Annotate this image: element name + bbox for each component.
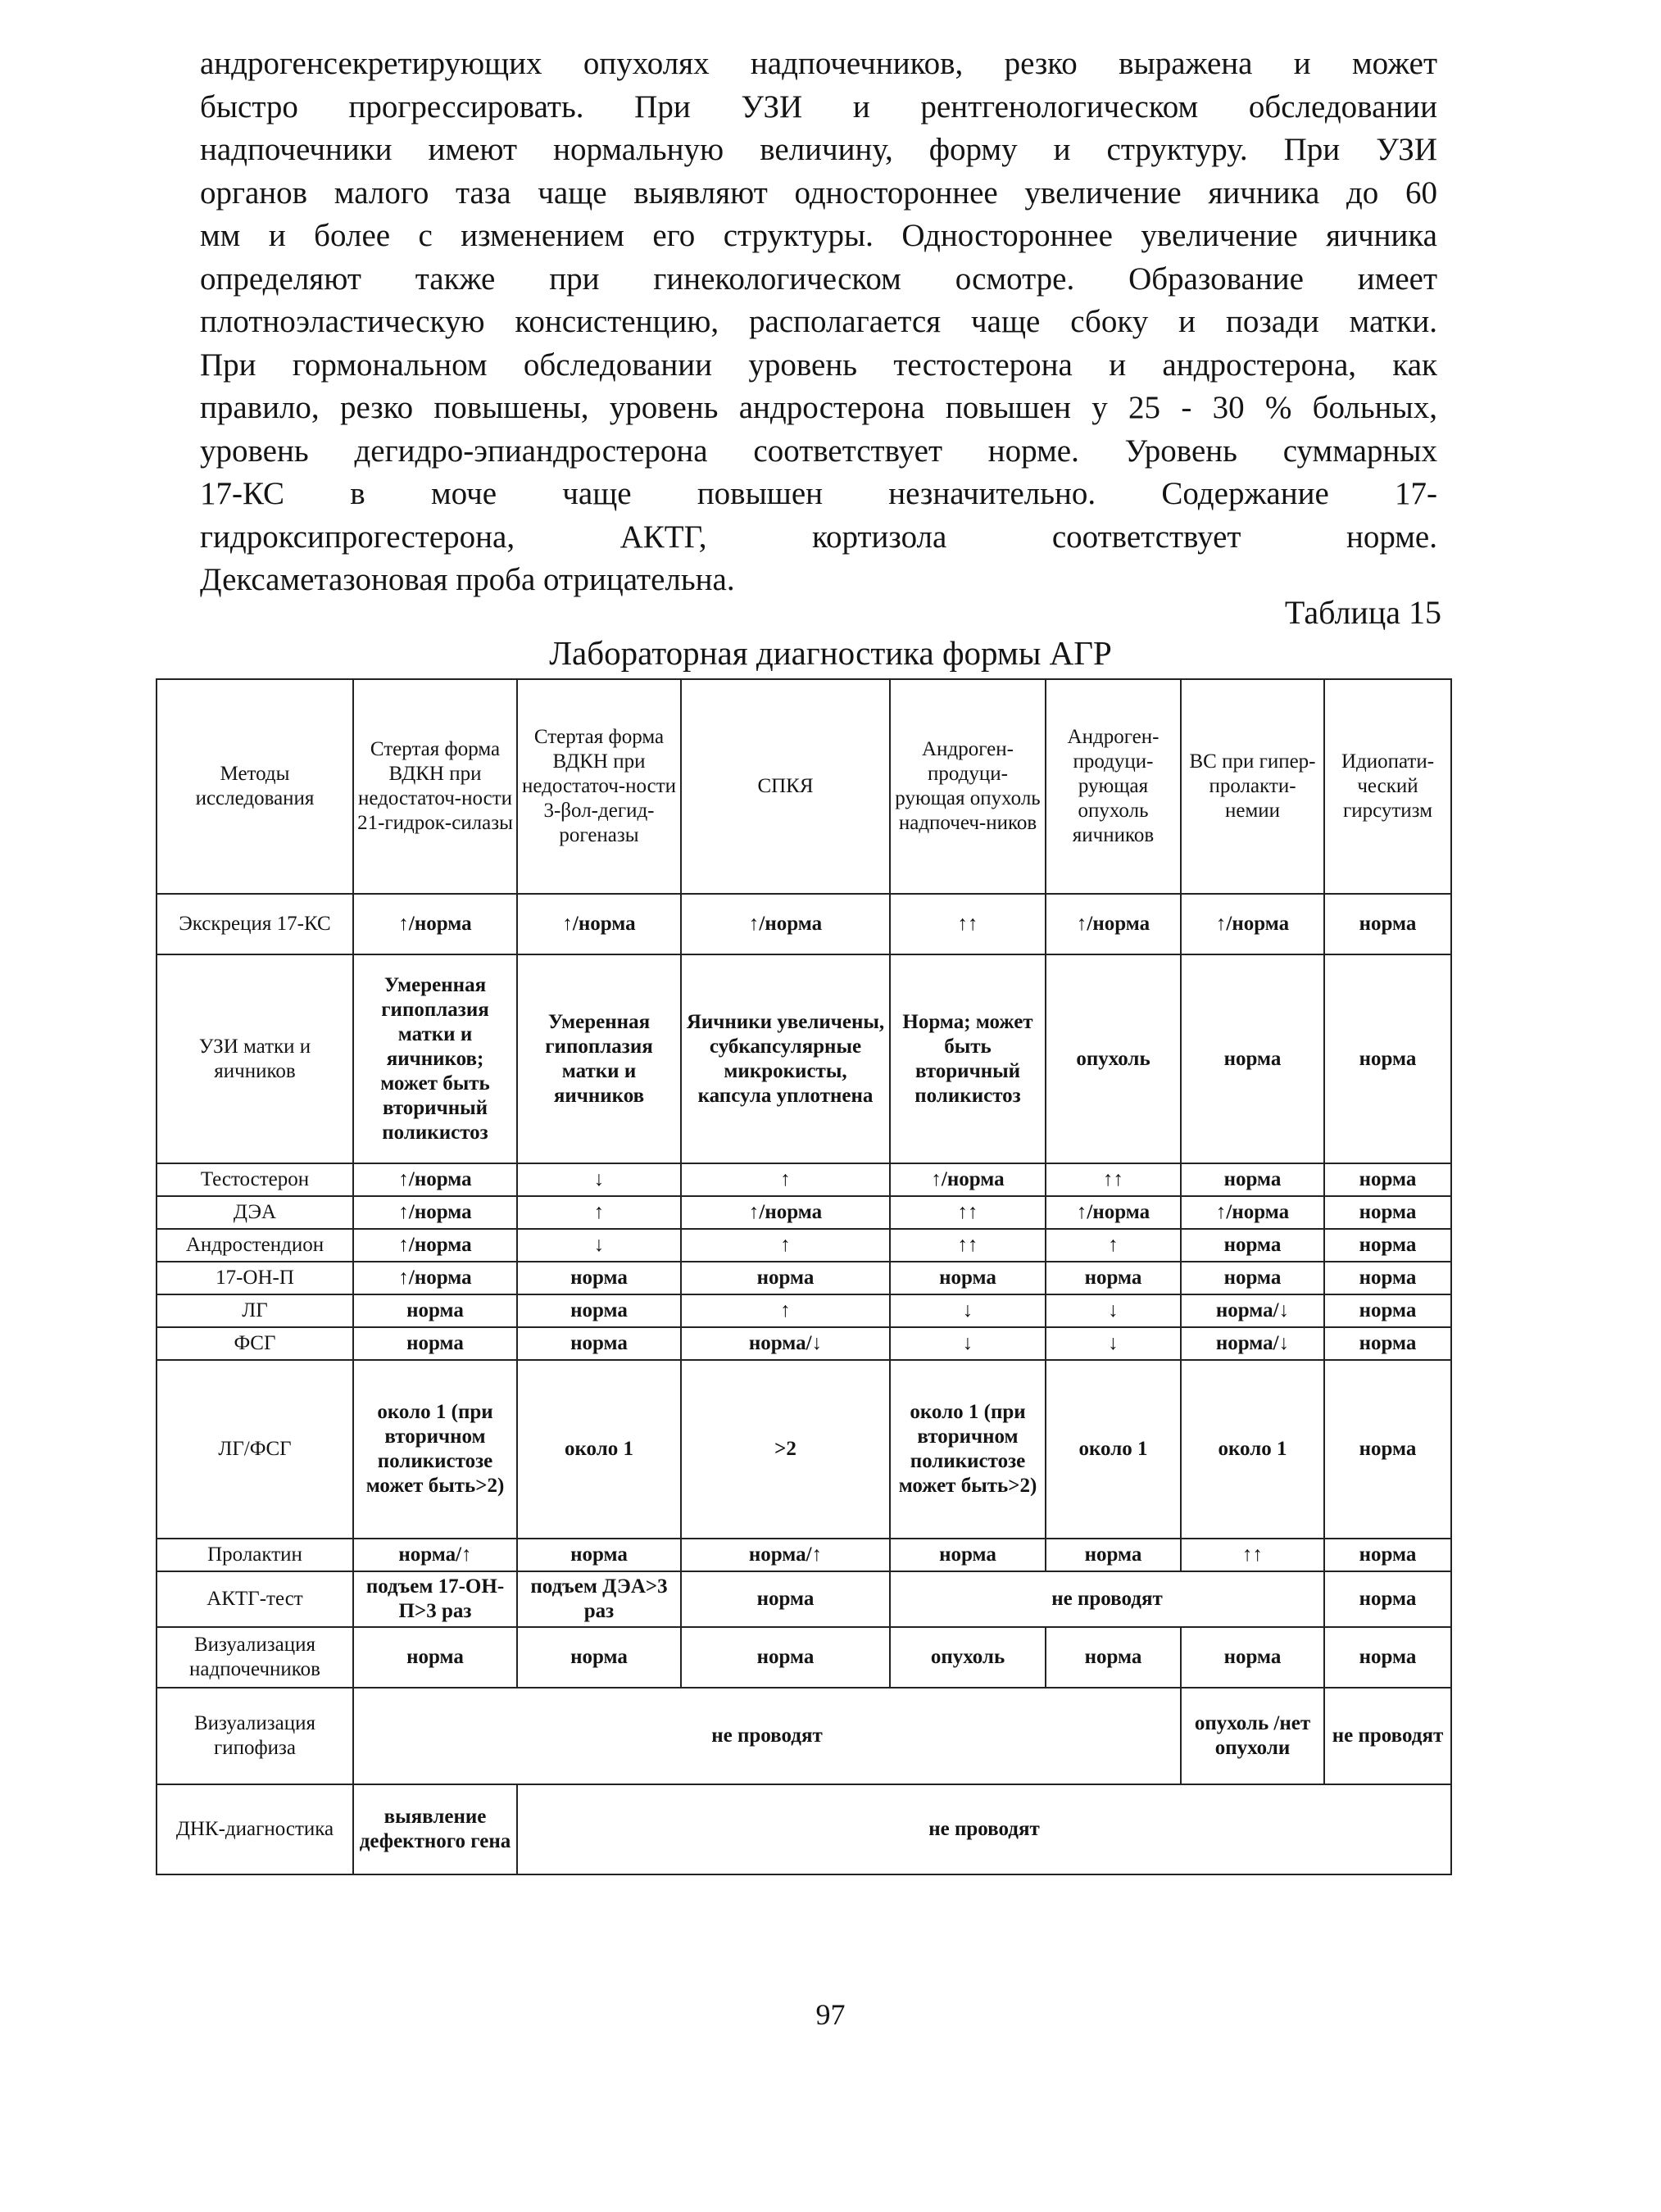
paragraph-line: определяют также при гинекологическом осмотре. Образование имеет <box>200 261 1437 297</box>
table-cell: норма/↓ <box>1181 1327 1324 1360</box>
table-cell: ↑/норма <box>681 1196 890 1229</box>
table-cell: норма <box>1324 1627 1451 1688</box>
table-cell: ↑ <box>1046 1229 1181 1262</box>
table-cell: ↑↑ <box>1046 1163 1181 1196</box>
table-cell: ↑/норма <box>353 1163 517 1196</box>
table-cell: ↑/норма <box>1046 1196 1181 1229</box>
table-title: Лабораторная диагностика формы АГР <box>549 634 1112 672</box>
table-row <box>157 1571 1451 1627</box>
row-label: 17-ОН-П <box>157 1262 353 1294</box>
table-cell: норма <box>353 1327 517 1360</box>
table-number: Таблица 15 <box>1284 594 1441 631</box>
table-cell: ↑/норма <box>1181 1196 1324 1229</box>
paragraph-line: Дексаметазоновая проба отрицательна. <box>200 562 735 597</box>
table-row <box>157 1262 1451 1294</box>
row-label: Тестостерон <box>157 1163 353 1196</box>
paragraph-line: плотноэластическую консистенцию, располагается чаще сбоку и позади матки. <box>200 304 1437 339</box>
table-row <box>157 894 1451 954</box>
row-label: ЛГ <box>157 1294 353 1327</box>
paragraph-line: гидроксипрогестерона, АКТГ, кортизола соответствует норме. <box>200 519 1437 555</box>
table-cell: норма <box>1046 1539 1181 1571</box>
table-cell: около 1 <box>1046 1360 1181 1539</box>
table-row <box>157 1688 1451 1784</box>
table-row <box>157 1327 1451 1360</box>
table-cell: ↓ <box>517 1229 681 1262</box>
table-cell: норма <box>1324 954 1451 1163</box>
row-label: Визуализация гипофиза <box>157 1688 353 1784</box>
table-cell: норма <box>353 1627 517 1688</box>
table-cell: ↑ <box>681 1229 890 1262</box>
table-cell: норма/↓ <box>681 1327 890 1360</box>
table-cell: около 1 (при вторичном поликистозе может быть>2) <box>890 1360 1046 1539</box>
paragraph-line: органов малого таза чаще выявляют одностороннее увеличение яичника до 60 <box>200 175 1437 211</box>
table-cell: ↑ <box>517 1196 681 1229</box>
header-cell: Стертая форма ВДКН при недостаточ-ности 21-гидрок-силазы <box>353 679 517 894</box>
table-cell: ↑↑ <box>890 1196 1046 1229</box>
table-cell: норма <box>1324 1571 1451 1627</box>
table-cell: не проводят <box>890 1571 1324 1627</box>
table-cell: ↑ <box>681 1163 890 1196</box>
table-cell: ↑/норма <box>681 894 890 954</box>
table-row <box>157 1627 1451 1688</box>
table-row <box>157 954 1451 1163</box>
table-cell: норма <box>1046 1262 1181 1294</box>
table-header-row <box>157 679 1451 894</box>
row-label: Экскреция 17-КС <box>157 894 353 954</box>
table-row <box>157 1539 1451 1571</box>
paragraph-line: мм и более с изменением его структуры. Одностороннее увеличение яичника <box>200 218 1437 253</box>
header-cell: ВС при гипер-пролакти-немии <box>1181 679 1324 894</box>
table-cell: не проводят <box>517 1784 1451 1874</box>
table-cell: ↑↑ <box>890 894 1046 954</box>
table-cell: норма/↓ <box>1181 1294 1324 1327</box>
table-row <box>157 1229 1451 1262</box>
table-cell: норма <box>890 1539 1046 1571</box>
table-cell: ↑ <box>681 1294 890 1327</box>
body-paragraph <box>200 43 1437 602</box>
paragraph-line: При гормональном обследовании уровень тестостерона и андростерона, как <box>200 347 1437 383</box>
table-cell: >2 <box>681 1360 890 1539</box>
page-number: 97 <box>815 1998 846 2031</box>
diagnostics-table <box>156 678 1452 1875</box>
row-label: ДЭА <box>157 1196 353 1229</box>
paragraph-line: правило, резко повышены, уровень андростерона повышен у 25 - 30 % больных, <box>200 390 1437 425</box>
table-cell: норма <box>353 1294 517 1327</box>
table-cell: ↑/норма <box>1046 894 1181 954</box>
table-cell: норма <box>517 1627 681 1688</box>
table-cell: норма <box>681 1571 890 1627</box>
row-label: УЗИ матки и яичников <box>157 954 353 1163</box>
table-cell: ↑/норма <box>890 1163 1046 1196</box>
table-cell: норма <box>1324 1294 1451 1327</box>
table-cell: норма <box>890 1262 1046 1294</box>
table-cell: ↑/норма <box>1181 894 1324 954</box>
table-cell: не проводят <box>1324 1688 1451 1784</box>
table-cell: норма <box>1324 1262 1451 1294</box>
table-cell: около 1 (при вторичном поликистозе может быть>2) <box>353 1360 517 1539</box>
header-cell: Стертая форма ВДКН при недостаточ-ности 3-βол-дегид-рогеназы <box>517 679 681 894</box>
paragraph-line: уровень дегидро-эпиандростерона соответствует норме. Уровень суммарных <box>200 433 1437 469</box>
table-cell: норма <box>1324 1163 1451 1196</box>
header-cell: Андроген-продуци-рующая опухоль надпочеч-ников <box>890 679 1046 894</box>
table-cell: Умеренная гипоплазия матки и яичников; может быть вторичный поликистоз <box>353 954 517 1163</box>
table-cell: ↑/норма <box>353 1196 517 1229</box>
table-cell: норма <box>1324 1229 1451 1262</box>
paragraph-line: 17-КС в моче чаще повышен незначительно. Содержание 17- <box>200 476 1437 511</box>
table-cell: норма <box>1181 1627 1324 1688</box>
table-cell: подъем 17-ОН-П>3 раз <box>353 1571 517 1627</box>
table-cell: норма <box>681 1262 890 1294</box>
table-cell: ↑/норма <box>353 1229 517 1262</box>
table-cell: ↓ <box>890 1327 1046 1360</box>
table-cell: выявление дефектного гена <box>353 1784 517 1874</box>
table-cell: норма <box>517 1539 681 1571</box>
row-label: Андростендион <box>157 1229 353 1262</box>
table-cell: норма/↑ <box>681 1539 890 1571</box>
table-cell: норма <box>517 1262 681 1294</box>
table-cell: ↑/норма <box>517 894 681 954</box>
table-cell: Яичники увеличены, субкапсулярные микрокисты, капсула уплотнена <box>681 954 890 1163</box>
table-cell: норма <box>517 1327 681 1360</box>
table-cell: ↑↑ <box>890 1229 1046 1262</box>
table-row <box>157 1196 1451 1229</box>
row-label: ДНК-диагностика <box>157 1784 353 1874</box>
table-cell: норма <box>1324 894 1451 954</box>
table-cell: ↓ <box>890 1294 1046 1327</box>
table-cell: Умеренная гипоплазия матки и яичников <box>517 954 681 1163</box>
paragraph-line: быстро прогрессировать. При УЗИ и рентгенологическом обследовании <box>200 88 1437 125</box>
table-cell: ↓ <box>517 1163 681 1196</box>
table-row <box>157 1294 1451 1327</box>
table-cell: не проводят <box>353 1688 1181 1784</box>
table-cell: опухоль <box>890 1627 1046 1688</box>
table-cell: норма <box>681 1627 890 1688</box>
row-label: Визуализация надпочечников <box>157 1627 353 1688</box>
table-cell: норма <box>517 1294 681 1327</box>
table-cell: около 1 <box>1181 1360 1324 1539</box>
table-cell: норма <box>1181 1163 1324 1196</box>
table-cell: норма <box>1046 1627 1181 1688</box>
table-cell: опухоль <box>1046 954 1181 1163</box>
table-cell: опухоль /нет опухоли <box>1181 1688 1324 1784</box>
table-cell: ↑/норма <box>353 894 517 954</box>
table-cell: норма <box>1181 1262 1324 1294</box>
table-cell: норма <box>1324 1327 1451 1360</box>
table-cell: ↓ <box>1046 1294 1181 1327</box>
row-label: ФСГ <box>157 1327 353 1360</box>
table-cell: норма <box>1324 1539 1451 1571</box>
table-cell: ↓ <box>1046 1327 1181 1360</box>
table-cell: норма <box>1181 954 1324 1163</box>
table-cell: норма/↑ <box>353 1539 517 1571</box>
row-label: АКТГ-тест <box>157 1571 353 1627</box>
paragraph-line: андрогенсекретирующих опухолях надпочечников, резко выражена и может <box>200 46 1437 81</box>
table-row <box>157 1360 1451 1539</box>
header-cell: Идиопати-ческий гирсутизм <box>1324 679 1451 894</box>
table-cell: норма <box>1181 1229 1324 1262</box>
table-cell: подъем ДЭА>3 раз <box>517 1571 681 1627</box>
table-cell: ↑↑ <box>1181 1539 1324 1571</box>
header-cell: Методы исследования <box>157 679 353 894</box>
header-cell: СПКЯ <box>681 679 890 894</box>
row-label: Пролактин <box>157 1539 353 1571</box>
row-label: ЛГ/ФСГ <box>157 1360 353 1539</box>
table-cell: ↑/норма <box>353 1262 517 1294</box>
table-row <box>157 1163 1451 1196</box>
header-cell: Андроген-продуци-рующая опухоль яичников <box>1046 679 1181 894</box>
paragraph-line: надпочечники имеют нормальную величину, форму и структуру. При УЗИ <box>200 132 1437 167</box>
table-cell: около 1 <box>517 1360 681 1539</box>
table-row <box>157 1784 1451 1874</box>
table-cell: Норма; может быть вторичный поликистоз <box>890 954 1046 1163</box>
table-cell: норма <box>1324 1196 1451 1229</box>
table-cell: норма <box>1324 1360 1451 1539</box>
